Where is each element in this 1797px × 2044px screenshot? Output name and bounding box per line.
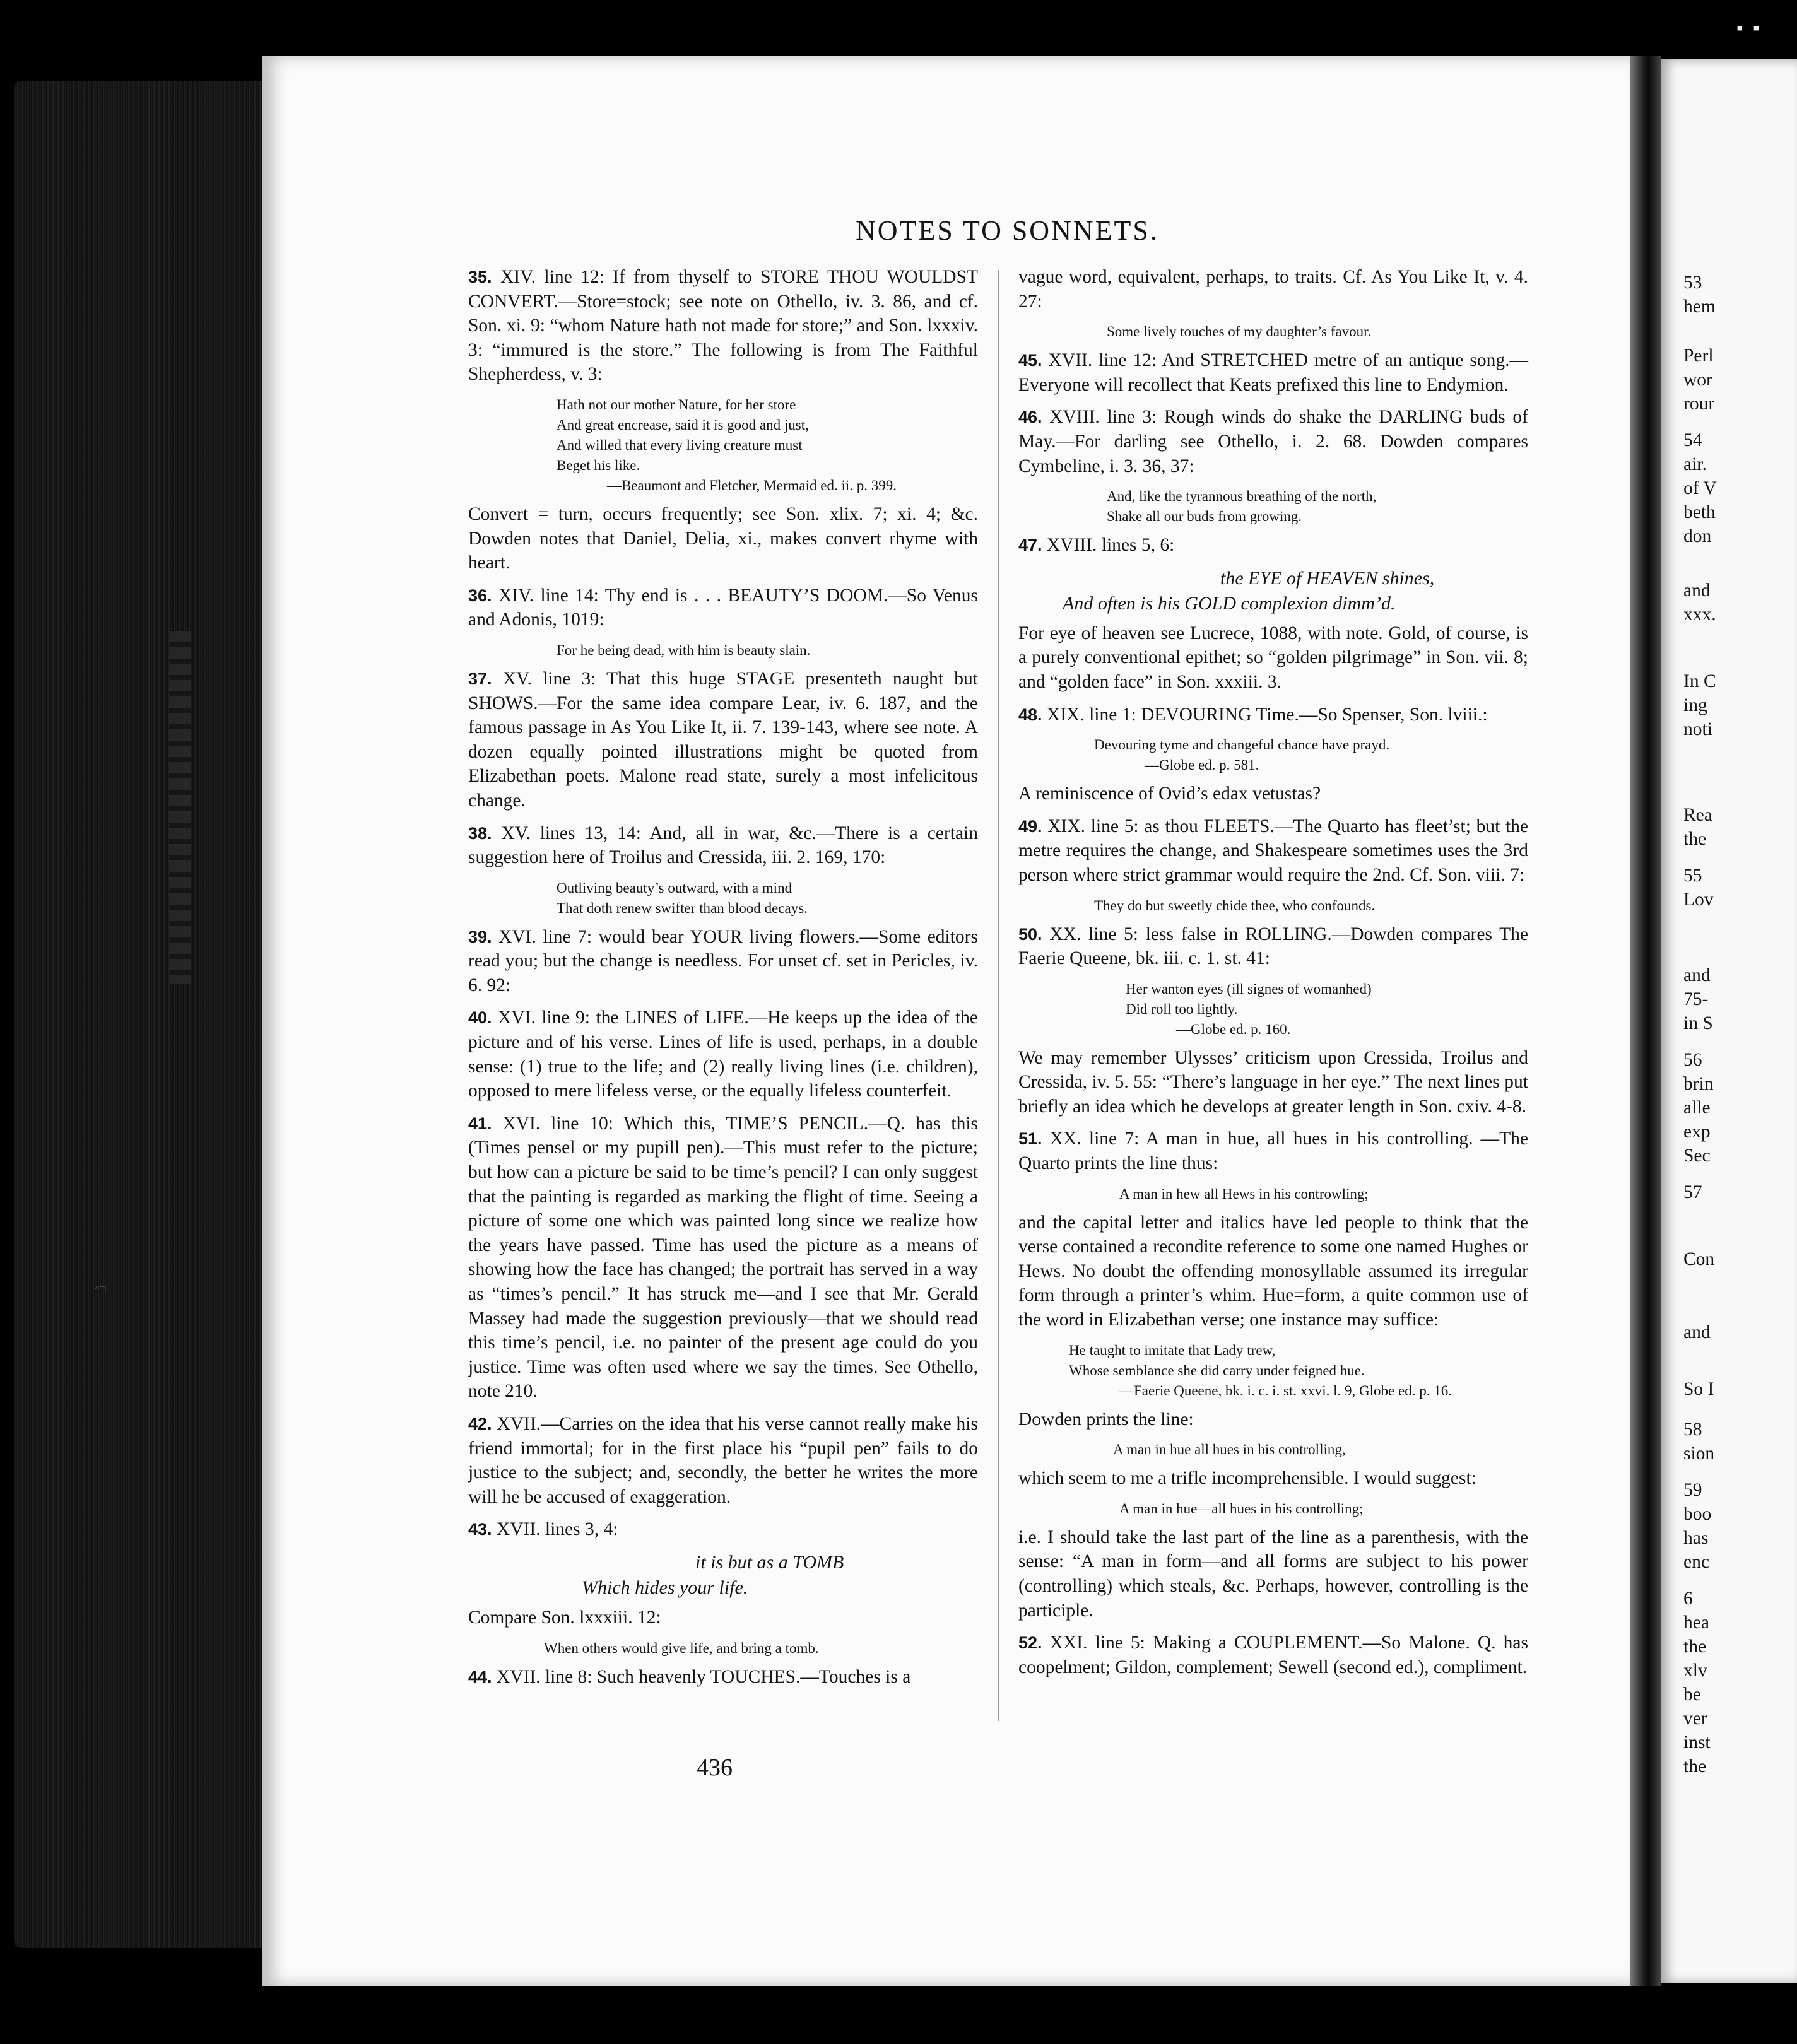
block-quotation: [1018, 1341, 1528, 1401]
quotation-line: And, like the tyrannous breathing of the north,: [1107, 488, 1377, 505]
next-page-text-fragment: exp: [1683, 1122, 1711, 1142]
quotation-line: That doth renew swifter than blood decays.: [557, 900, 808, 916]
next-page-text-fragment: 75-: [1683, 989, 1709, 1009]
next-page-text-fragment: be: [1683, 1684, 1701, 1705]
next-page-text-fragment: and: [1683, 580, 1711, 601]
next-page-text-fragment: inst: [1683, 1732, 1711, 1753]
next-page-text-fragment: the: [1683, 1636, 1707, 1657]
note-text: XV. line 3: That this huge STAGE presenteth naught but SHOWS.—For the same idea compare Lear, iv. 6. 187, and the famous passage in As You Like It, ii. 7. 139-143, where see note. A dozen equally pointed illustrations might be quoted from Elizabethan poets. Malone read state, surely a most infelicitous change.: [468, 668, 978, 811]
next-page-text-fragment: 55: [1683, 866, 1702, 886]
note-text: XIV. line 14: Thy end is . . . BEAUTY’S DOOM.—So Venus and Adonis, 1019:: [468, 585, 978, 630]
note-entry: [468, 821, 978, 870]
note-entry: [1018, 405, 1528, 478]
note-number: 42.: [468, 1414, 492, 1433]
note-text: XV. lines 13, 14: And, all in war, &c.—There is a certain suggestion here of Troilus and Cressida, iii. 2. 169, 170:: [468, 823, 979, 868]
note-text: XVIII. line 3: Rough winds do shake the DARLING buds of May.—For darling see Othello, i. 2. 68. Dowden compares Cymbeline, i. 3. 36, 37:: [1018, 407, 1528, 476]
note-paragraph: i.e. I should take the last part of the line as a parenthesis, with the sense: “A man in form—and all forms are subject to his power (controlling) which steals, &c. Perhaps, however, controlling is the participle.: [1018, 1527, 1528, 1621]
running-head: NOTES TO SONNETS.: [856, 215, 1159, 246]
next-page-text-fragment: the: [1683, 829, 1707, 849]
column-divider: [998, 270, 999, 1721]
next-page-text-fragment: don: [1683, 526, 1712, 546]
note-number: 38.: [468, 823, 492, 843]
block-quotation: [1018, 486, 1528, 527]
block-quotation: [468, 1638, 978, 1659]
note-entry: [1018, 1127, 1528, 1175]
next-page-text-fragment: the: [1683, 1756, 1707, 1777]
quotation-source: —Beaumont and Fletcher, Mermaid ed. ii. p. 399.: [607, 477, 897, 493]
next-page-text-fragment: 57: [1683, 1182, 1702, 1202]
note-entry: [1018, 703, 1528, 727]
verse-quotation: [1018, 566, 1528, 616]
note-entry: [468, 265, 978, 387]
note-number: 51.: [1018, 1129, 1042, 1149]
note-text: XVIII. lines 5, 6:: [1046, 535, 1175, 556]
book-fore-edge: [14, 81, 265, 1948]
note-text: XVI. line 7: would bear YOUR living flowers.—Some editors read you; but the change is needless. For unset cf. set in Pericles, iv. 6. 92:: [468, 926, 978, 996]
note-number: 49.: [1018, 816, 1042, 836]
block-quotation: [1018, 1440, 1528, 1460]
note-entry: [1018, 814, 1528, 888]
quotation-source: —Globe ed. p. 581.: [1145, 757, 1259, 773]
next-page-text-fragment: noti: [1683, 719, 1712, 739]
note-text: XVII. lines 3, 4:: [496, 1519, 618, 1540]
block-quotation: [1018, 979, 1528, 1040]
next-page-text-fragment: sion: [1683, 1443, 1715, 1464]
quotation-line: Whose semblance she did carry under feigned hue.: [1069, 1362, 1365, 1378]
quotation-line: They do but sweetly chide thee, who confounds.: [1094, 897, 1376, 913]
next-page-text-fragment: Lov: [1683, 890, 1714, 910]
verse-line: Which hides your life.: [582, 1577, 748, 1598]
next-page-text-fragment: 59: [1683, 1480, 1702, 1500]
next-page-text-fragment: So I: [1683, 1379, 1714, 1399]
quotation-line: Did roll too lightly.: [1126, 1001, 1238, 1017]
block-quotation: [1018, 735, 1528, 775]
next-page-text-fragment: Sec: [1683, 1146, 1711, 1166]
quotation-line: Devouring tyme and changeful chance have prayd.: [1094, 737, 1390, 753]
note-number: 35.: [468, 267, 492, 286]
note-text: XVI. line 9: the LINES of LIFE.—He keeps up the idea of the picture and of his verse. Lines of life is used, perhaps, in a double sense: (1) true to the life; and (2) really living lines (i.e. children), opposed to mere lifeless verse, or the equally lifeless counterfeit.: [468, 1007, 978, 1101]
note-entry: [1018, 1631, 1528, 1679]
next-page-text-fragment: 56: [1683, 1050, 1702, 1070]
next-page-text-fragment: Rea: [1683, 805, 1712, 825]
quotation-line: Shake all our buds from growing.: [1107, 508, 1302, 525]
next-page-text-fragment: 6: [1683, 1589, 1693, 1609]
next-page-text-fragment: In C: [1683, 671, 1716, 691]
block-quotation: [1018, 322, 1528, 342]
next-page-text-fragment: Perl: [1683, 346, 1714, 366]
next-page-text-fragment: ver: [1683, 1708, 1707, 1729]
quotation-line: He taught to imitate that Lady trew,: [1069, 1342, 1276, 1358]
note-entry: [468, 1112, 978, 1404]
note-entry: [468, 1517, 978, 1542]
note-text: XXI. line 5: Making a COUPLEMENT.—So Malone. Q. has coopelment; Gildon, complement; Sewell (second ed.), compliment.: [1018, 1633, 1528, 1677]
quotation-line: For he being dead, with him is beauty slain.: [557, 642, 811, 658]
note-paragraph: A reminiscence of Ovid’s edax vetustas?: [1018, 784, 1321, 804]
right-page-fragment: [1661, 59, 1797, 1983]
verse-line: it is but as a TOMB: [695, 1551, 844, 1573]
note-text: XX. line 5: less false in ROLLING.—Dowden compares The Faerie Queene, bk. iii. c. 1. st. 41:: [1018, 924, 1529, 969]
note-number: 45.: [1018, 351, 1042, 370]
next-page-text-fragment: has: [1683, 1528, 1709, 1548]
note-number: 36.: [468, 585, 492, 605]
block-quotation: [468, 395, 978, 496]
note-number: 47.: [1018, 536, 1042, 555]
quotation-line: Hath not our mother Nature, for her store: [557, 396, 796, 413]
block-quotation: [1018, 1499, 1528, 1519]
next-page-text-fragment: ing: [1683, 695, 1707, 715]
left-column: [468, 265, 978, 1697]
next-page-text-fragment: enc: [1683, 1552, 1709, 1572]
note-text: XVII. line 12: And STRETCHED metre of an antique song.—Everyone will recollect that Keats prefixed this line to Endymion.: [1018, 350, 1528, 395]
note-number: 46.: [1018, 408, 1042, 427]
next-page-text-fragment: boo: [1683, 1504, 1712, 1524]
note-text: XIX. line 5: as thou FLEETS.—The Quarto has fleet’st; but the metre requires the change, and Shakespeare sometimes uses the 3rd person where strict grammar would require the 2nd. Cf. Son. viii. 7:: [1018, 816, 1528, 885]
note-number: 37.: [468, 669, 492, 688]
binding-mark: ר״: [95, 1281, 107, 1296]
note-paragraph: For eye of heaven see Lucrece, 1088, with note. Gold, of course, is a purely conventional epithet; so “golden pilgrimage” in Son. vii. 8; and “golden face” in Son. xxxiii. 3.: [1018, 623, 1528, 692]
next-page-text-fragment: hem: [1683, 297, 1716, 317]
next-page-text-fragment: 53: [1683, 273, 1702, 293]
next-page-text-fragment: brin: [1683, 1074, 1714, 1094]
next-page-text-fragment: xlv: [1683, 1660, 1707, 1681]
verse-line: And often is his GOLD complexion dimm’d.: [1063, 592, 1396, 614]
block-quotation: [1018, 1184, 1528, 1204]
note-entry: [1018, 348, 1528, 397]
quotation-line: When others would give life, and bring a tomb.: [544, 1640, 819, 1656]
quotation-line: Beget his like.: [557, 457, 640, 473]
note-entry: [468, 1006, 978, 1103]
note-text: XIV. line 12: If from thyself to STORE THOU WOULDST CONVERT.—Store=stock; see note on Othello, iv. 3. 86, and cf. Son. xi. 9: “whom Nature hath not made for store;” and Son. lxxxiv. 3: “immured is the store.” The following is from The Faithful Shepherdess, v. 3:: [468, 267, 979, 385]
note-text: XX. line 7: A man in hue, all hues in his controlling. —The Quarto prints the line thus:: [1018, 1129, 1528, 1174]
quotation-line: A man in hue all hues in his controlling,: [1113, 1442, 1346, 1458]
note-entry: [468, 1412, 978, 1509]
spine-label: [169, 631, 191, 984]
note-number: 39.: [468, 927, 492, 946]
corner-mark: ▪ ▪: [1736, 18, 1762, 38]
block-quotation: [468, 640, 978, 661]
note-paragraph: which seem to me a trifle incomprehensible. I would suggest:: [1018, 1468, 1476, 1489]
note-number: 41.: [468, 1113, 492, 1133]
next-page-text-fragment: Con: [1683, 1249, 1715, 1269]
note-paragraph: and the capital letter and italics have led people to think that the verse contained a recondite reference to some one named Hughes or Hews. No doubt the offending monosyllable assumed its irregular form through a printer’s whim. Hue=form, a quite common use of the word in Elizabethan verse; one instance may suffice:: [1018, 1212, 1528, 1330]
note-paragraph: Convert = turn, occurs frequently; see Son. xlix. 7; xi. 4; &c. Dowden notes that Daniel, Delia, xi., makes convert rhyme with heart.: [468, 503, 978, 573]
quotation-line: Outliving beauty’s outward, with a mind: [557, 879, 792, 896]
next-page-text-fragment: of V: [1683, 478, 1717, 498]
verse-line: the EYE of HEAVEN shines,: [1220, 567, 1435, 589]
note-entry: [1018, 922, 1528, 971]
next-page-text-fragment: and: [1683, 965, 1711, 985]
note-number: 43.: [468, 1520, 492, 1539]
quotation-line: Some lively touches of my daughter’s favour.: [1107, 324, 1372, 340]
note-paragraph: vague word, equivalent, perhaps, to traits. Cf. As You Like It, v. 4. 27:: [1018, 267, 1528, 312]
note-entry: [468, 584, 978, 632]
note-entry: [1018, 533, 1528, 558]
next-page-text-fragment: 54: [1683, 430, 1702, 450]
next-page-text-fragment: alle: [1683, 1098, 1711, 1118]
right-column: [1018, 265, 1528, 1688]
page-number: 436: [697, 1754, 733, 1781]
next-page-text-fragment: hea: [1683, 1612, 1709, 1633]
note-entry: [468, 667, 978, 813]
quotation-line: And great encrease, said it is good and just,: [557, 416, 809, 433]
note-paragraph: Compare Son. lxxxiii. 12:: [468, 1607, 661, 1628]
quotation-source: —Faerie Queene, bk. i. c. i. st. xxvi. l. 9, Globe ed. p. 16.: [1119, 1382, 1452, 1399]
next-page-text-fragment: and: [1683, 1322, 1711, 1342]
note-number: 48.: [1018, 705, 1042, 724]
note-text: XVII. line 8: Such heavenly TOUCHES.—Touches is a: [496, 1666, 911, 1687]
note-text: XVI. line 10: Which this, TIME’S PENCIL.—Q. has this (Times pensel or my pupill pen).—This must refer to the picture; but how can a picture be said to be time’s pencil? I can only suggest that the painting is regarded as marking the flight of time. Seeing a picture of some one which was painted long since we realize how the years have passed. Time has used the picture as a means of showing how the face has changed; the portrait has served in a way as “times’s pencil.” It has struck me—and I see that Mr. Gerald Massey had made the suggestion previously—that we should read this time’s pencil, i.e. no painter of the present age could do you justice. Time was often used where we say the times. See Othello, note 210.: [468, 1113, 978, 1402]
next-page-text-fragment: in S: [1683, 1013, 1713, 1033]
quotation-source: —Globe ed. p. 160.: [1176, 1021, 1291, 1037]
page-gutter: [1630, 56, 1661, 1986]
note-paragraph: We may remember Ulysses’ criticism upon Cressida, Troilus and Cressida, iv. 5. 55: “There’s language in her eye.” The next lines put briefly an idea which he develops at greater length in Son. cxiv. 4-8.: [1018, 1047, 1528, 1117]
note-text: XIX. line 1: DEVOURING Time.—So Spenser, Son. lviii.:: [1046, 704, 1488, 725]
next-page-text-fragment: beth: [1683, 502, 1716, 522]
quotation-line: Her wanton eyes (ill signes of womanhed): [1126, 980, 1372, 997]
note-entry: [468, 1665, 978, 1689]
block-quotation: [1018, 896, 1528, 916]
quotation-line: A man in hue—all hues in his controlling;: [1119, 1500, 1364, 1517]
note-paragraph: Dowden prints the line:: [1018, 1409, 1194, 1430]
next-page-text-fragment: 58: [1683, 1419, 1702, 1440]
next-page-text-fragment: rour: [1683, 394, 1715, 414]
block-quotation: [468, 878, 978, 919]
note-number: 44.: [468, 1667, 492, 1686]
verse-quotation: [468, 1550, 978, 1601]
next-page-text-fragment: xxx.: [1683, 604, 1716, 625]
note-number: 50.: [1018, 924, 1042, 944]
note-number: 40.: [468, 1008, 492, 1028]
quotation-line: A man in hew all Hews in his controwling;: [1119, 1185, 1369, 1202]
note-number: 52.: [1018, 1633, 1042, 1653]
next-page-text-fragment: wor: [1683, 370, 1712, 390]
note-text: XVII.—Carries on the idea that his verse cannot really make his friend immortal; for in the first place his “pupil pen” fails to do justice to the subject; and, secondly, the better he writes the more will he be accused of exaggeration.: [468, 1413, 978, 1507]
note-entry: [468, 925, 978, 998]
next-page-text-fragment: air.: [1683, 454, 1707, 474]
quotation-line: And willed that every living creature must: [557, 437, 803, 453]
